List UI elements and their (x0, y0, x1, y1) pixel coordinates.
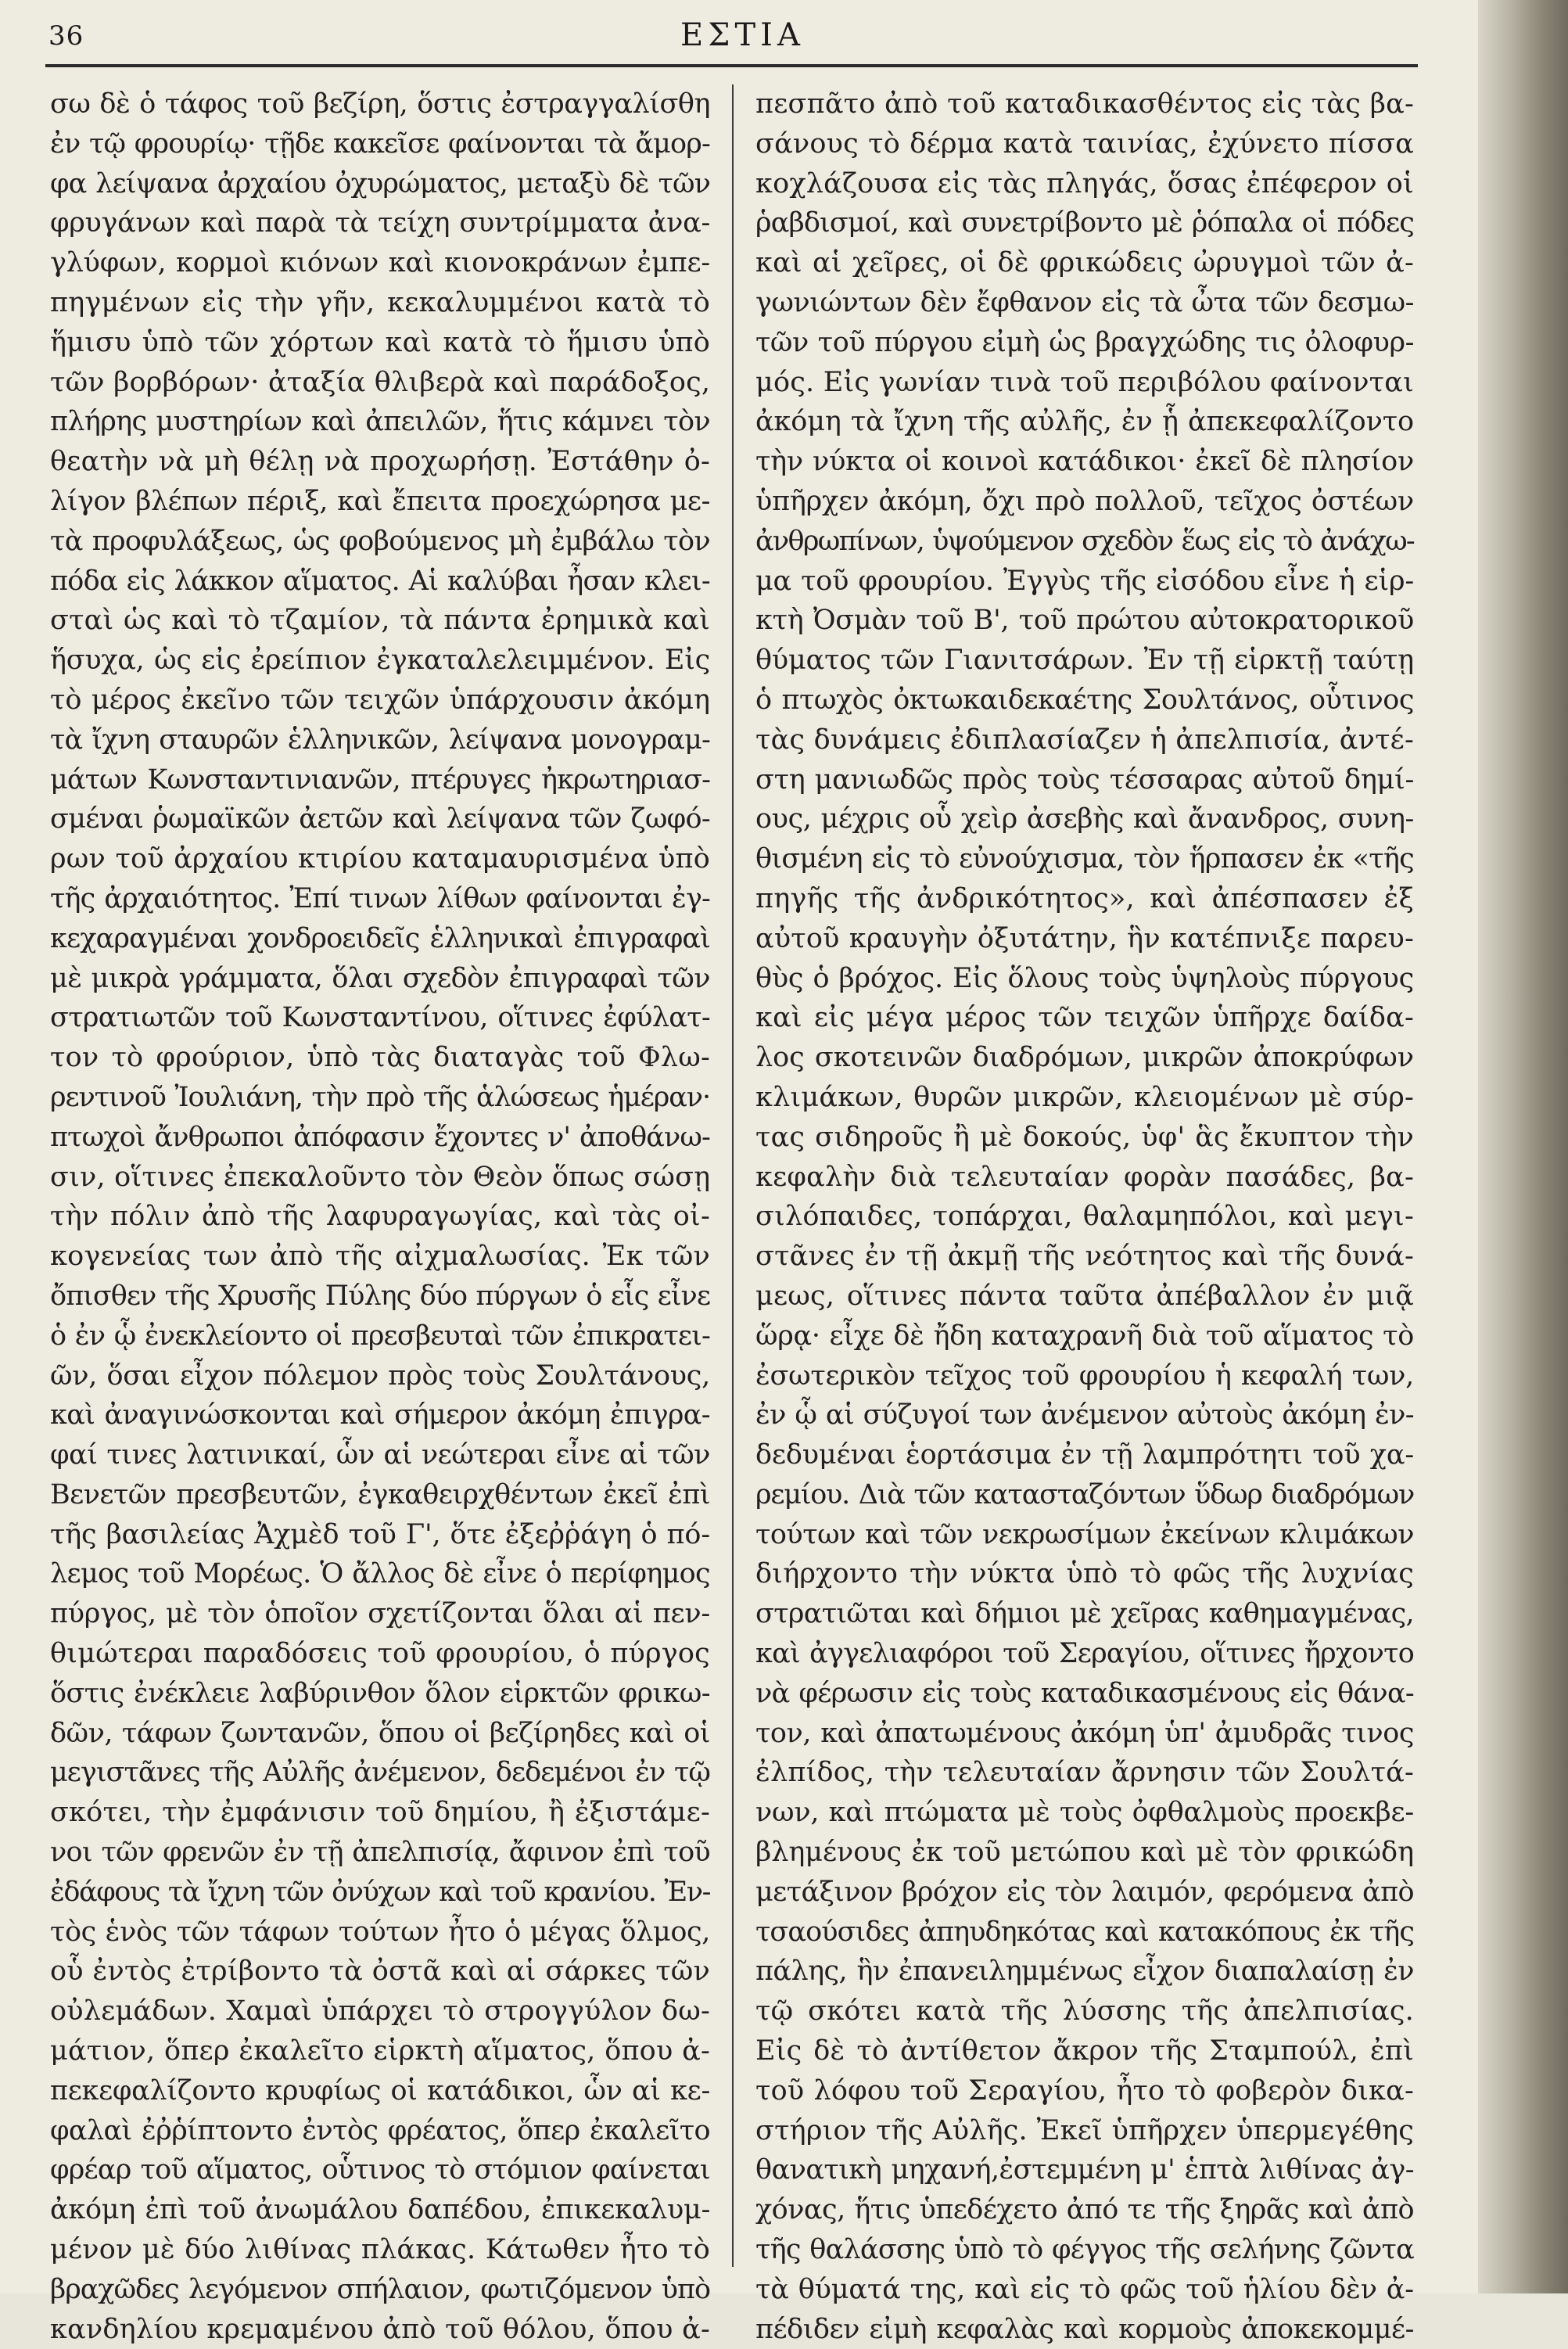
text-line: ἐν τῷ φρουρίῳ· τῇδε κακεῖσε φαίνονται τὰ ἄμορ- (50, 128, 710, 160)
text-line: ἐδάφους τὰ ἴχνη τῶν ὀνύχων καὶ τοῦ κρανίου. Ἐν- (50, 1876, 710, 1908)
text-line: φα λείψανα ἀρχαίου ὀχυρώματος, μεταξὺ δὲ τῶν (50, 167, 710, 199)
text-line: ἥμισυ ὑπὸ τῶν χόρτων καὶ κατὰ τὸ ἥμισυ ὑπὸ (50, 326, 710, 358)
text-line: ὄπισθεν τῆς Χρυσῆς Πύλης δύο πύργων ὁ εἷς εἶνε (50, 1280, 710, 1312)
text-line: ἀκόμη τὰ ἴχνη τῆς αὐλῆς, ἐν ᾗ ἀπεκεφαλίζοντο (755, 406, 1414, 438)
text-line: ρεντινοῦ Ἰουλιάνη, τὴν πρὸ τῆς ἁλώσεως ἡμέραν· (50, 1081, 710, 1113)
text-line: ὁ πτωχὸς ὀκτωκαιδεκαέτης Σουλτάνος, οὗτινος (755, 684, 1414, 716)
text-line: Εἰς δὲ τὸ ἀντίθετον ἄκρον τῆς Σταμπούλ, ἐπὶ (755, 2035, 1414, 2067)
text-line: τὰ ἴχνη σταυρῶν ἑλληνικῶν, λείψανα μονογραμ- (50, 724, 710, 756)
text-line: γλύφων, κορμοὶ κιόνων καὶ κιονοκράνων ἐμπε- (50, 247, 710, 279)
text-line: σταὶ ὡς καὶ τὸ τζαμίον, τὰ πάντα ἐρημικὰ καὶ (50, 605, 710, 637)
text-line: σω δὲ ὁ τάφος τοῦ βεζίρη, ὅστις ἐστραγγαλίσθη (50, 88, 710, 120)
text-line: τῶν τοῦ πύργου εἰμὴ ὡς βραγχώδης τις ὀλοφυρ- (755, 326, 1414, 358)
text-line: θύματος τῶν Γιανιτσάρων. Ἐν τῇ εἱρκτῇ ταύτῃ (755, 645, 1414, 677)
page-header (0, 14, 1478, 61)
text-line: μετάξινον βρόχον εἰς τὸν λαιμόν, φερόμενα ἀπὸ (755, 1876, 1414, 1908)
text-line: μα τοῦ φρουρίου. Ἐγγὺς τῆς εἰσόδου εἶνε ἡ εἱρ- (755, 565, 1414, 597)
text-line: ἀκόμη ἐπὶ τοῦ ἀνωμάλου δαπέδου, ἐπικεκαλυμ- (50, 2194, 710, 2226)
text-line: αὐτοῦ κραυγὴν ὀξυτάτην, ἣν κατέπνιξε παρευ- (755, 922, 1414, 954)
text-line: σιν, οἵτινες ἐπεκαλοῦντο τὸν Θεὸν ὅπως σώσῃ (50, 1161, 711, 1193)
text-line: κεφαλὴν διὰ τελευταίαν φορὰν πασάδες, βα- (755, 1161, 1414, 1193)
text-line: πάλης, ἣν ἐπανειλημμένως εἶχον διαπαλαίσῃ ἐν (755, 1956, 1414, 1988)
text-line: καὶ ἀγγελιαφόροι τοῦ Σεραγίου, οἵτινες ἤρχοντο (755, 1638, 1414, 1670)
text-line: μὲ μικρὰ γράμματα, ὅλαι σχεδὸν ἐπιγραφαὶ τῶν (50, 962, 710, 994)
text-line: οὐλεμάδων. Χαμαὶ ὑπάρχει τὸ στρογγύλον δω- (50, 1995, 710, 2028)
text-line: τον, καὶ ἀπατωμένους ἀκόμη ὑπ' ἀμυδρᾶς τινος (755, 1717, 1414, 1749)
text-line: τῶν βορβόρων· ἀταξία θλιβερὰ καὶ παράδοξος, (50, 366, 711, 398)
text-line: τῆς βασιλείας Ἀχμὲδ τοῦ Γ', ὅτε ἐξεῤῥάγη ὁ πό- (50, 1518, 710, 1550)
text-line: τὰς δυνάμεις ἐδιπλασίαζεν ἡ ἀπελπισία, ἀντέ- (755, 724, 1414, 756)
text-line: κοχλάζουσα εἰς τὰς πληγάς, ὅσας ἐπέφερον οἱ (755, 167, 1414, 199)
text-line: τὰ θύματά της, καὶ εἰς τὸ φῶς τοῦ ἡλίου δὲν ἀ- (755, 2273, 1414, 2305)
text-line: φρέαρ τοῦ αἵματος, οὗτινος τὸ στόμιον φαίνεται (50, 2154, 710, 2186)
text-line: τὴν πόλιν ἀπὸ τῆς λαφυραγωγίας, καὶ τὰς οἰ- (50, 1201, 710, 1233)
text-line: στήριον τῆς Αὐλῆς. Ἐκεῖ ὑπῆρχεν ὑπερμεγέθης (755, 2114, 1414, 2146)
text-line: φαί τινες λατινικαί, ὧν αἱ νεώτεραι εἶνε αἱ τῶν (50, 1439, 710, 1471)
text-line: τας σιδηροῦς ἢ μὲ δοκούς, ὑφ' ἃς ἔκυπτον τὴν (755, 1121, 1414, 1153)
text-line: σμέναι ῥωμαϊκῶν ἀετῶν καὶ λείψανα τῶν ζωφό- (50, 803, 710, 835)
text-line: καὶ ἀναγινώσκονται καὶ σήμερον ἀκόμη ἐπιγρα- (50, 1399, 710, 1431)
text-line: διήρχοντο τὴν νύκτα ὑπὸ τὸ φῶς τῆς λυχνίας (755, 1558, 1414, 1590)
text-line: πύργος, μὲ τὸν ὁποῖον σχετίζονται ὅλαι αἱ πεν- (50, 1598, 710, 1630)
text-line: στᾶνες ἐν τῇ ἀκμῇ τῆς νεότητος καὶ τῆς δυνά- (755, 1241, 1414, 1273)
text-line: τσαούσιδες ἀπηυδηκότας καὶ κατακόπους ἐκ τῆς (755, 1916, 1414, 1948)
text-line: κλιμάκων, θυρῶν μικρῶν, κλειομένων μὲ σύρ- (755, 1081, 1414, 1113)
text-line: θιμώτεραι παραδόσεις τοῦ φρουρίου, ὁ πύργος (50, 1638, 710, 1670)
right-text-column (755, 84, 1414, 2345)
header-rule (45, 64, 1418, 67)
text-line: τὸ μέρος ἐκεῖνο τῶν τειχῶν ὑπάρχουσιν ἀκόμη (50, 684, 710, 716)
text-line: πέδιδεν εἰμὴ κεφαλὰς καὶ κορμοὺς ἀποκεκομμέ- (755, 2313, 1414, 2345)
text-line: δῶν, τάφων ζωντανῶν, ὅπου οἱ βεζίρηδες καὶ οἱ (50, 1717, 710, 1749)
text-line: ἐν ᾧ αἱ σύζυγοί των ἀνέμενον αὐτοὺς ἀκόμη ἐν- (755, 1399, 1414, 1431)
text-line: χόνας, ἥτις ὑπεδέχετο ἀπό τε τῆς ξηρᾶς καὶ ἀπὸ (755, 2194, 1414, 2226)
page-number: 36 (48, 20, 84, 52)
text-line: λίγον βλέπων πέριξ, καὶ ἔπειτα προεχώρησα με- (50, 485, 710, 517)
text-line: ἐλπίδος, τὴν τελευταίαν ἄρνησιν τῶν Σουλτά- (755, 1757, 1414, 1789)
text-line: σιλόπαιδες, τοπάρχαι, θαλαμηπόλοι, καὶ μεγι- (755, 1201, 1414, 1233)
text-line: νοι τῶν φρενῶν ἐν τῇ ἀπελπισίᾳ, ἄφινον ἐπὶ τοῦ (50, 1837, 710, 1869)
text-line: κτὴ Ὀσμὰν τοῦ Β', τοῦ πρώτου αὐτοκρατορικοῦ (755, 605, 1414, 637)
text-line: πηγῆς τῆς ἀνδρικότητος», καὶ ἀπέσπασεν ἐξ (755, 882, 1414, 914)
text-line: ῥαβδισμοί, καὶ συνετρίβοντο μὲ ῥόπαλα οἱ πόδες (755, 207, 1414, 239)
text-line: πηγμένων εἰς τὴν γῆν, κεκαλυμμένοι κατὰ τὸ (50, 286, 710, 318)
text-line: πτωχοὶ ἄνθρωποι ἀπόφασιν ἔχοντες ν' ἀποθάνω- (50, 1121, 710, 1153)
text-line: θισμένη εἰς τὸ εὐνούχισμα, τὸν ἥρπασεν ἐκ «τῆς (755, 843, 1414, 875)
text-line: τον τὸ φρούριον, ὑπὸ τὰς διαταγὰς τοῦ Φλω- (50, 1042, 710, 1074)
text-line: κογενείας των ἀπὸ τῆς αἰχμαλωσίας. Ἐκ τῶν (50, 1241, 710, 1273)
text-line: τῆς θαλάσσης ὑπὸ τὸ φέγγος τῆς σελήνης ζῶντα (755, 2234, 1414, 2266)
text-line: ἀνθρωπίνων, ὑψούμενον σχεδὸν ἕως εἰς τὸ ἀνάχω- (755, 525, 1414, 557)
text-line: ους, μέχρις οὗ χεὶρ ἀσεβὴς καὶ ἄνανδρος, συνη- (755, 803, 1414, 835)
text-line: ἥσυχα, ὡς εἰς ἐρείπιον ἐγκαταλελειμμένον. Εἰς (50, 645, 710, 677)
text-line: Βενετῶν πρεσβευτῶν, ἐγκαθειρχθέντων ἐκεῖ ἐπὶ (50, 1478, 710, 1510)
text-line: οὗ ἐντὸς ἐτρίβοντο τὰ ὀστᾶ καὶ αἱ σάρκες τῶν (50, 1956, 710, 1988)
text-line: πλήρης μυστηρίων καὶ ἀπειλῶν, ἥτις κάμνει τὸν (50, 406, 710, 438)
text-line: νων, καὶ πτώματα μὲ τοὺς ὀφθαλμοὺς προεκβε- (755, 1797, 1414, 1829)
text-line: στη μανιωδῶς πρὸς τοὺς τέσσαρας αὐτοῦ δημί- (755, 763, 1414, 796)
text-line: πόδα εἰς λάκκον αἵματος. Αἱ καλύβαι ἦσαν κλει- (50, 565, 710, 597)
text-line: στρατιῶται καὶ δήμιοι μὲ χεῖρας καθημαγμένας, (755, 1598, 1414, 1630)
text-line: ὥρᾳ· εἶχε δὲ ἤδη καταχρανῆ διὰ τοῦ αἵματος τὸ (755, 1320, 1414, 1352)
text-line: ρων τοῦ ἀρχαίου κτιρίου καταμαυρισμένα ὑπὸ (50, 843, 710, 875)
text-line: ῶν, ὅσαι εἶχον πόλεμον πρὸς τοὺς Σουλτάνους, (50, 1359, 710, 1392)
text-line: τὸς ἑνὸς τῶν τάφων τούτων ἦτο ὁ μέγας ὅλμος, (50, 1916, 710, 1948)
text-line: μένον μὲ δύο λιθίνας πλάκας. Κάτωθεν ἦτο τὸ (50, 2234, 710, 2266)
text-line: βλημένους ἐκ τοῦ μετώπου καὶ μὲ τὸν φρικώδη (755, 1837, 1414, 1869)
text-line: μεως, οἵτινες πάντα ταῦτα ἀπέβαλλον ἐν μιᾷ (755, 1280, 1414, 1312)
text-line: μεγιστᾶνες τῆς Αὐλῆς ἀνέμενον, δεδεμένοι ἐν τῷ (50, 1757, 710, 1789)
text-line: τὴν νύκτα οἱ κοινοὶ κατάδικοι· ἐκεῖ δὲ πλησίον (755, 446, 1414, 478)
text-line: ὁ ἐν ᾧ ἐνεκλείοντο οἱ πρεσβευταὶ τῶν ἐπικρατει- (50, 1320, 710, 1352)
text-line: μάτιον, ὅπερ ἐκαλεῖτο εἱρκτὴ αἵματος, ὅπου ἀ- (50, 2035, 710, 2067)
text-line: θεατὴν νὰ μὴ θέλῃ νὰ προχωρήσῃ. Ἐστάθην ὀ- (50, 446, 710, 478)
text-line: σάνους τὸ δέρμα κατὰ ταινίας, ἐχύνετο πίσσα (755, 128, 1414, 160)
text-line: ὅστις ἐνέκλειε λαβύρινθον ὅλον εἱρκτῶν φρικω- (50, 1677, 710, 1709)
text-line: λεμος τοῦ Μορέως. Ὁ ἄλλος δὲ εἶνε ὁ περίφημος (50, 1558, 710, 1590)
text-line: βραχῶδες λεγόμενον σπήλαιον, φωτιζόμενον ὑπὸ (50, 2273, 710, 2305)
text-line: στρατιωτῶν τοῦ Κωνσταντίνου, οἵτινες ἐφύλατ- (50, 1002, 710, 1034)
text-line: καὶ αἱ χεῖρες, οἱ δὲ φρικώδεις ὠρυγμοὶ τῶν ἀ- (755, 247, 1414, 279)
text-line: φρυγάνων καὶ παρὰ τὰ τείχη συντρίμματα ἀνα- (50, 207, 710, 239)
text-line: νὰ φέρωσιν εἰς τοὺς καταδικασμένους εἰς θάνα- (755, 1677, 1414, 1709)
journal-title: ΕΣΤΙΑ (680, 17, 805, 53)
text-line: θὺς ὁ βρόχος. Εἰς ὅλους τοὺς ὑψηλοὺς πύργους (755, 962, 1414, 994)
text-line: πεκεφαλίζοντο κρυφίως οἱ κατάδικοι, ὧν αἱ κε- (50, 2074, 710, 2107)
text-line: λος σκοτεινῶν διαδρόμων, μικρῶν ἀποκρύφων (755, 1042, 1414, 1074)
left-text-column (50, 84, 711, 2345)
text-line: τὰ προφυλάξεως, ὡς φοβούμενος μὴ ἐμβάλω τὸν (50, 525, 710, 557)
text-line: ρεμίου. Διὰ τῶν κατασταζόντων ὕδωρ διαδρόμων (755, 1478, 1414, 1510)
text-line: ἐσωτερικὸν τεῖχος τοῦ φρουρίου ἡ κεφαλή των, (755, 1359, 1414, 1392)
text-line: φαλαὶ ἐῤῥίπτοντο ἐντὸς φρέατος, ὅπερ ἐκαλεῖτο (50, 2114, 710, 2146)
text-line: μός. Εἰς γωνίαν τινὰ τοῦ περιβόλου φαίνονται (755, 366, 1414, 398)
text-line: δεδυμέναι ἑορτάσιμα ἐν τῇ λαμπρότητι τοῦ χα- (755, 1439, 1414, 1471)
text-line: κεχαραγμέναι χονδροειδεῖς ἑλληνικαὶ ἐπιγραφαὶ (50, 922, 710, 954)
column-divider (732, 84, 734, 2267)
text-line: κανδηλίου κρεμαμένου ἀπὸ τοῦ θόλου, ὅπου ἀ- (50, 2313, 710, 2345)
text-line: τῷ σκότει κατὰ τῆς λύσσης τῆς ἀπελπισίας. (755, 1995, 1414, 2028)
text-line: γωνιώντων δὲν ἔφθανον εἰς τὰ ὦτα τῶν δεσμω- (755, 286, 1414, 318)
text-line: θανατικὴ μηχανή,ἐστεμμένη μ' ἑπτὰ λιθίνας ἀγ- (755, 2154, 1414, 2186)
text-line: ὑπῆρχεν ἀκόμη, ὄχι πρὸ πολλοῦ, τεῖχος ὀστέων (755, 485, 1414, 517)
text-line: τοῦ λόφου τοῦ Σεραγίου, ἦτο τὸ φοβερὸν δικα- (755, 2074, 1414, 2107)
text-line: πεσπᾶτο ἀπὸ τοῦ καταδικασθέντος εἰς τὰς βα- (755, 88, 1414, 120)
text-line: τῆς ἀρχαιότητος. Ἐπί τινων λίθων φαίνονται ἐγ- (50, 882, 710, 914)
text-line: καὶ εἰς μέγα μέρος τῶν τειχῶν ὑπῆρχε δαίδα- (755, 1002, 1414, 1034)
text-line: σκότει, τὴν ἐμφάνισιν τοῦ δημίου, ἢ ἐξιστάμε- (50, 1797, 710, 1829)
book-binding-edge (1478, 0, 1568, 2293)
text-line: τούτων καὶ τῶν νεκρωσίμων ἐκείνων κλιμάκων (755, 1518, 1414, 1550)
text-line: μάτων Κωνσταντινιανῶν, πτέρυγες ἠκρωτηριασ- (50, 763, 710, 796)
